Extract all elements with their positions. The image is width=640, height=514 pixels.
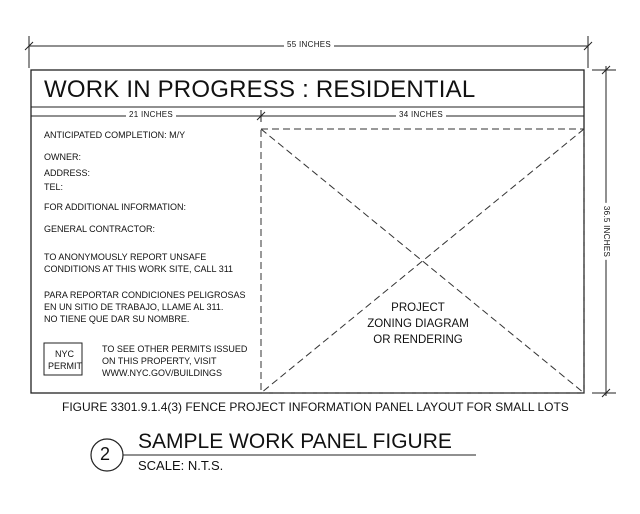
diagram-placeholder-box xyxy=(261,129,584,393)
permit-box-line-1: NYC xyxy=(55,349,75,359)
panel-header-title: WORK IN PROGRESS : RESIDENTIAL xyxy=(44,76,476,103)
diagram-label-line-1: PROJECT xyxy=(391,302,445,314)
figure-caption: FIGURE 3301.9.1.4(3) FENCE PROJECT INFORMATION PANEL LAYOUT FOR SMALL LOTS xyxy=(62,400,569,414)
report-spanish-line-2: EN UN SITIO DE TRABAJO, LLAME AL 311. xyxy=(44,302,224,312)
permit-note-line-2: ON THIS PROPERTY, VISIT xyxy=(102,356,217,366)
permit-note-line-1: TO SEE OTHER PERMITS ISSUED xyxy=(102,344,248,354)
figure-title: SAMPLE WORK PANEL FIGURE xyxy=(138,430,452,453)
owner-line: OWNER: xyxy=(44,152,81,162)
right-width-label: 34 INCHES xyxy=(396,110,446,119)
figure-number: 2 xyxy=(100,444,111,464)
height-label: 36.5 INCHES xyxy=(602,203,611,260)
report-english-line-1: TO ANONYMOUSLY REPORT UNSAFE xyxy=(44,252,207,262)
diagram-label-line-2: ZONING DIAGRAM xyxy=(367,318,469,330)
report-spanish-line-3: NO TIENE QUE DAR SU NOMBRE. xyxy=(44,314,190,324)
inner-width-dimensions xyxy=(31,110,584,122)
overall-width-label: 55 INCHES xyxy=(284,40,334,49)
additional-info-line: FOR ADDITIONAL INFORMATION: xyxy=(44,202,187,212)
completion-line: ANTICIPATED COMPLETION: M/Y xyxy=(44,130,186,140)
diagram-label-line-3: OR RENDERING xyxy=(373,334,463,346)
report-spanish-line-1: PARA REPORTAR CONDICIONES PELIGROSAS xyxy=(44,290,246,300)
general-contractor-line: GENERAL CONTRACTOR: xyxy=(44,224,156,234)
tel-line: TEL: xyxy=(44,182,64,192)
report-english-line-2: CONDITIONS AT THIS WORK SITE, CALL 311 xyxy=(44,264,234,274)
address-line: ADDRESS: xyxy=(44,168,91,178)
permit-note-line-3: WWW.NYC.GOV/BUILDINGS xyxy=(102,368,223,378)
permit-box-line-2: PERMIT xyxy=(48,361,83,371)
figure-scale: SCALE: N.T.S. xyxy=(138,458,224,473)
left-width-label: 21 INCHES xyxy=(126,110,176,119)
